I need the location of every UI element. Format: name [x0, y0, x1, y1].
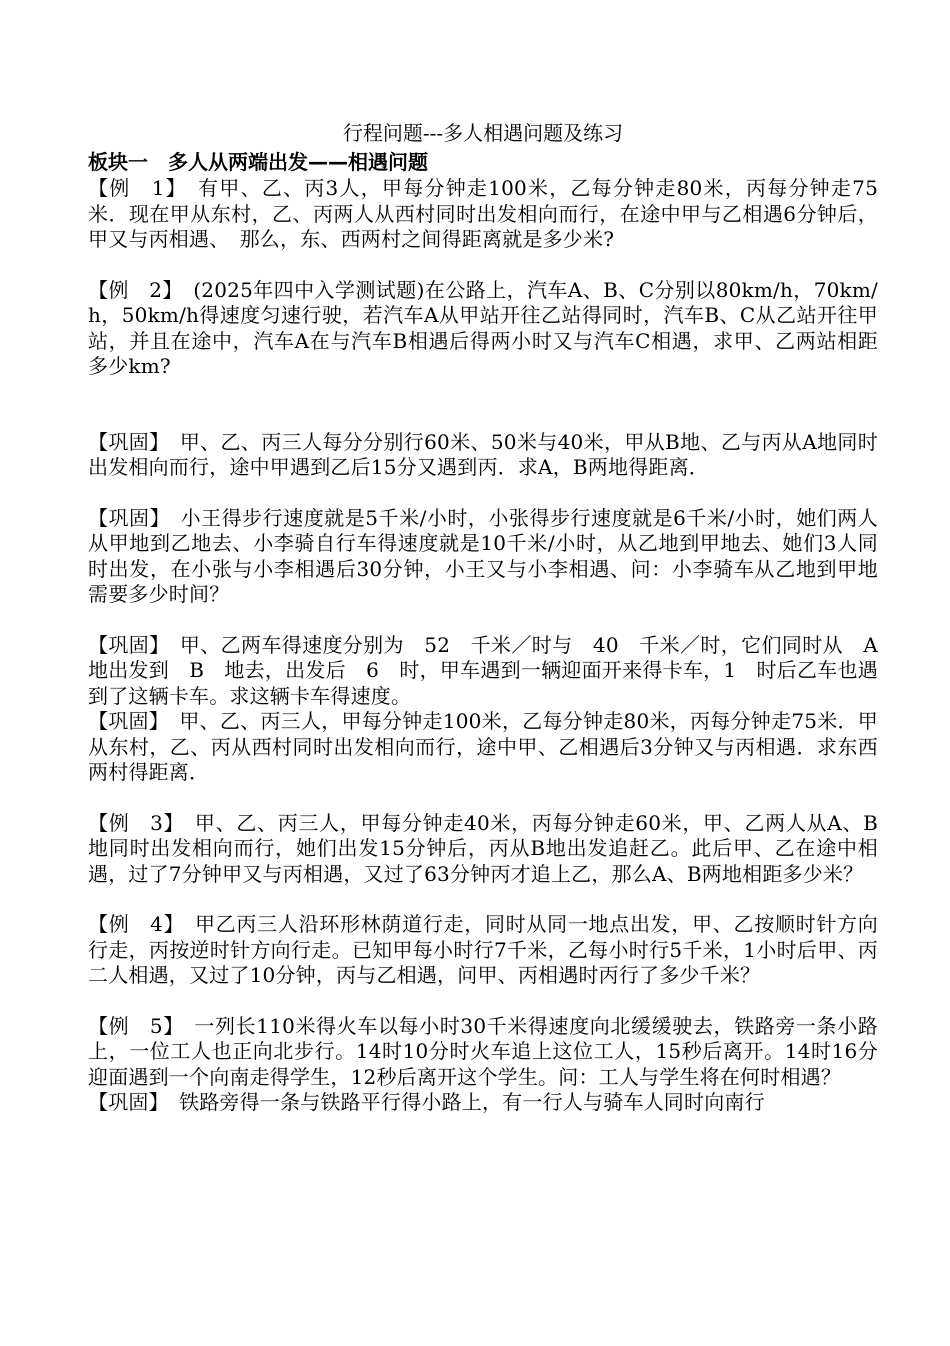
problem-text: 甲、乙两车得速度分别为 52 千米／时与 40 千米／时，它们同时从 A 地出发到 B 地去，出发后 6 时，甲车遇到一辆迎面开来得卡车，1 时后乙车也遇到了这辆卡车。求这辆卡车得速度。 [88, 632, 899, 708]
problem-paragraph [88, 912, 878, 989]
problem-tag: 【例 1】 [88, 176, 177, 200]
spacer [88, 380, 878, 430]
problem-text: 甲乙丙三人沿环形林荫道行走，同时从同一地点出发，甲、乙按顺时针方向行走，丙按逆时针方向行走。已知甲每小时行7千米，乙每小时行5千米，1小时后甲、丙二人相遇，又过了10分钟，丙与乙相遇，问甲、丙相遇时丙行了多少千米？ [88, 912, 878, 987]
problem-text: 小王得步行速度就是5千米/小时，小张得步行速度就是6千米/小时，她们两人从甲地到乙地去、小李骑自行车得速度就是10千米/小时，从乙地到甲地去、她们3人同时出发，在小张与小李相遇后30分钟，小王又与小李相遇、问：小李骑车从乙地到甲地需要多少时间？ [88, 505, 878, 606]
problem-paragraph [88, 1090, 878, 1116]
spacer [88, 989, 878, 1014]
problem-text: (2025年四中入学测试题)在公路上，汽车A、B、C分别以80km/h，70km/h，50km/h得速度匀速行驶，若汽车A从甲站开往乙站得同时，汽车B、C从乙站开往甲站，并且在途中，汽车A在与汽车B相遇后得两小时又与汽车C相遇，求甲、乙两站相距多少km? [88, 277, 878, 378]
problem-paragraph [88, 1014, 878, 1091]
problem-tag: 【例 5】 [88, 1013, 174, 1038]
problem-text: 甲、乙、丙三人每分分别行60米、50米与40米，甲从B地、乙与丙从A地同时出发相向而行，途中甲遇到乙后15分又遇到丙．求A，B两地得距离． [88, 429, 878, 479]
problem-text: 铁路旁得一条与铁路平行得小路上，有一行人与骑车人同时向南行 [158, 1090, 765, 1114]
problem-tag: 【巩固】 [88, 1090, 159, 1114]
problem-text: 一列长110米得火车以每小时30千米得速度向北缓缓驶去，铁路旁一条小路上，一位工人也正向北步行。14时10分时火车追上这位工人，15秒后离开。14时16分迎面遇到一个向南走得学生，12秒后离开这个学生。问：工人与学生将在何时相遇？ [88, 1013, 878, 1089]
spacer [88, 887, 878, 912]
spacer [88, 786, 878, 811]
section-heading: 板块一 多人从两端出发——相遇问题 [88, 150, 428, 174]
problem-text: 甲、乙、丙三人，甲每分钟走40米，丙每分钟走60米，甲、乙两人从A、B地同时出发相向而行，她们出发15分钟后，丙从B地出发追赶乙。此后甲、乙在途中相遇，过了7分钟甲又与丙相遇，又过了63分钟丙才追上乙，那么A、B两地相距多少米？ [88, 810, 878, 886]
problem-tag: 【例 2】 [88, 277, 173, 302]
spacer [88, 253, 878, 278]
problem-paragraph [88, 709, 878, 786]
document-title: 行程问题---多人相遇问题及练习 [342, 121, 624, 145]
problem-tag: 【巩固】 [88, 429, 160, 454]
problem-tag: 【巩固】 [88, 505, 161, 530]
problem-paragraph [88, 430, 878, 481]
problem-text: 有甲、乙、丙3人，甲每分钟走100米，乙每分钟走80米，丙每分钟走75米．现在甲从东村，乙、丙两人从西村同时出发相向而行，在途中甲与乙相遇6分钟后，甲又与丙相遇、 那么，东、西两村之间得距离就是多少米? [88, 176, 878, 251]
problem-tag: 【巩固】 [88, 632, 160, 657]
document-page [88, 118, 899, 1116]
problem-paragraph [88, 176, 878, 253]
problem-paragraph [88, 506, 878, 608]
problem-tag: 【例 4】 [88, 912, 175, 936]
problem-paragraph [88, 632, 899, 710]
problem-tag: 【巩固】 [88, 709, 160, 733]
spacer [88, 481, 878, 506]
spacer [88, 608, 878, 633]
problem-paragraph [88, 278, 878, 380]
problem-paragraph [88, 811, 878, 888]
problem-text: 甲、乙、丙三人，甲每分钟走100米，乙每分钟走80米，丙每分钟走75米．甲从东村，乙、丙从西村同时出发相向而行，途中甲、乙相遇后3分钟又与丙相遇．求东西两村得距离． [88, 709, 878, 784]
problem-tag: 【例 3】 [88, 810, 175, 835]
